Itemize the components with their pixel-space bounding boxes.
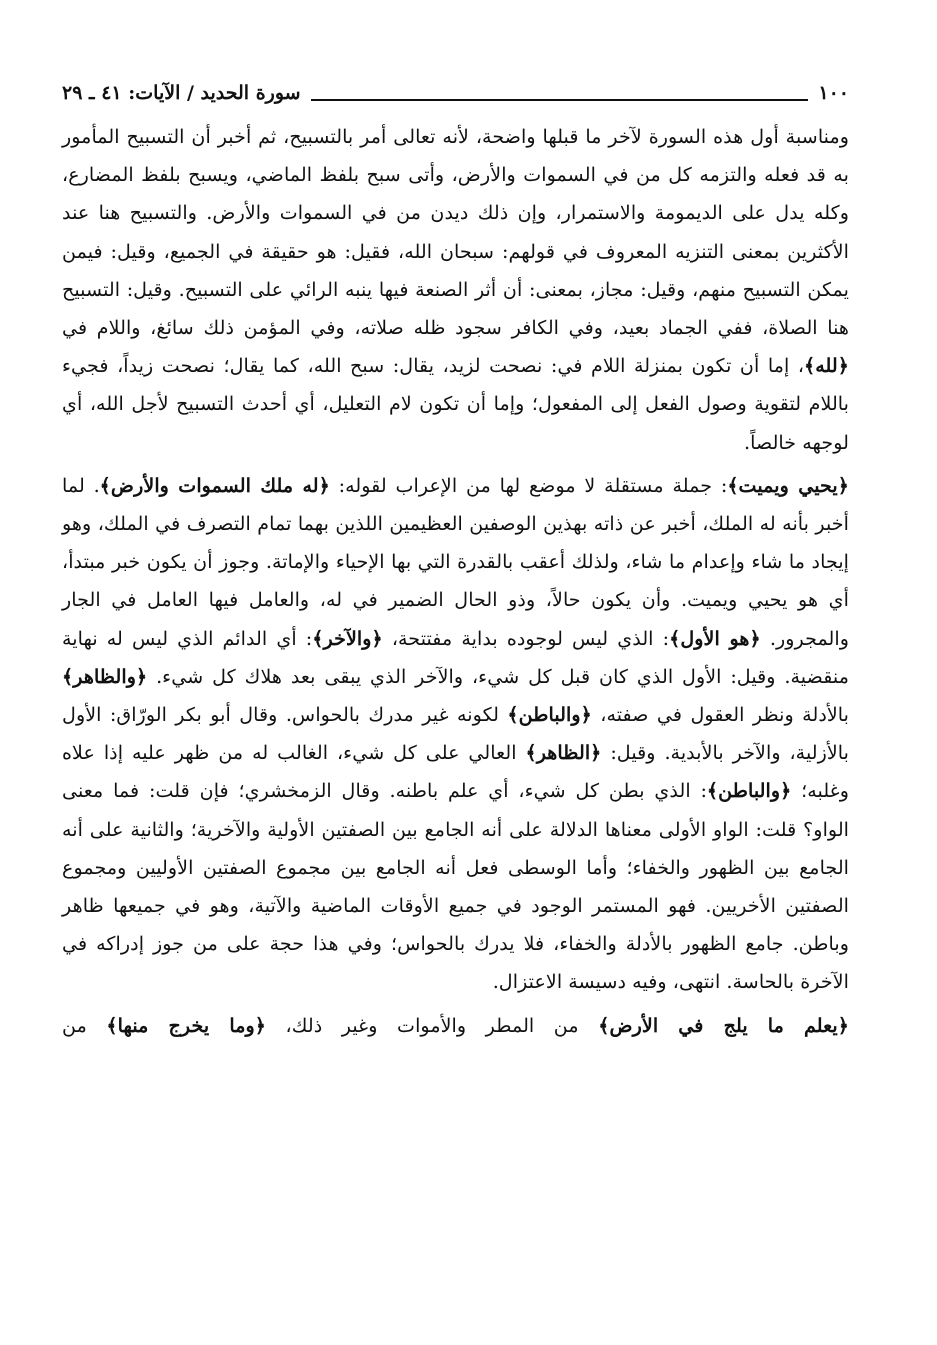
text-run: : أي الدائم الذي ليس له نهاية منقضية. وقيل: الأول الذي كان قبل كل شيء، والآخر الذي يبقى بعد هلاك كل شيء.: [62, 626, 849, 688]
quran-quote: ﴿والباطن﴾: [507, 703, 592, 727]
text-run: بالأدلة ونظر العقول في صفته،: [591, 703, 849, 727]
quran-quote: ﴿له ملك السموات والأرض﴾: [99, 473, 330, 497]
page-number: ١٠٠: [818, 82, 849, 104]
text-run: : جملة مستقلة لا موضع لها من الإعراب لقوله:: [329, 473, 728, 497]
text-run: من المطر والأموات وغير ذلك،: [265, 1013, 599, 1037]
quran-quote: ﴿يعلم ما يلج في الأرض﴾: [598, 1013, 849, 1037]
text-run: . لما أخبر بأنه له الملك، أخبر عن ذاته بهذين الوصفين العظيمين اللذين بهما تمام التصرف في الملك، وهو إيجاد ما شاء وإعدام ما شاء، ولذلك أعقب بالقدرة التي بها الإحياء والإماتة. وجوز أن يكون خبر مبتدأ، أي هو يحيي ويميت. وأن يكون حالاً، وذو الحال الضمير في له، والعامل فيها العامل في الجار والمجرور.: [62, 473, 850, 650]
text-run: العالي على كل شيء، الغالب له من ظهر عليه إذا علاه وغلبه؛: [62, 741, 849, 803]
text-run: من: [62, 1013, 107, 1037]
paragraph-3: [62, 1007, 849, 1045]
text-run: : الذي بطن كل شيء، أي علم باطنه. وقال الزمخشري؛ فإن قلت: فما معنى الواو؟ قلت: الواو الأولى معناها الدلالة على أنه الجامع بين الصفتين الأولية والآخرية؛ والثانية على أنه الجامع بين الظهور والخفاء؛ وأما الوسطى فعل أنه الجامع بين مجموع الصفتين الأوليين ومجموع الصفتين الأخريين. فهو المستمر الوجود في جميع الأوقات الماضية والآتية، وهو في جميعها ظاهر وباطن. جامع الظهور بالأدلة والخفاء، فلا يدرك بالحواس؛ وفي هذا حجة على من جوز إدراكه في الآخرة بالحاسة. انتهى، وفيه دسيسة الاعتزال.: [62, 779, 849, 994]
quran-quote: ﴿الظاهر﴾: [525, 741, 602, 765]
quran-quote: ﴿والآخر﴾: [312, 626, 383, 650]
text-run: : الذي ليس لوجوده بداية مفتتحة،: [382, 626, 670, 650]
running-header: [62, 78, 849, 108]
quran-quote: ﴿والباطن﴾: [706, 779, 792, 803]
page-body: [62, 118, 849, 1045]
paragraph-1: [62, 118, 849, 462]
quran-quote: ﴿لله﴾: [804, 354, 849, 378]
running-title: سورة الحديد / الآيات: ٤١ ـ ٢٩: [62, 82, 301, 104]
header-rule: [311, 99, 809, 101]
text-run: لكونه غير مدرك بالحواس. وقال أبو بكر الورّاق: الأول بالأزلية، والآخر بالأبدية. وقيل:: [62, 703, 849, 765]
quran-quote: ﴿والظاهر﴾: [62, 664, 148, 688]
quran-quote: ﴿وما يخرج منها﴾: [106, 1013, 266, 1037]
quran-quote: ﴿هو الأول﴾: [669, 626, 761, 650]
text-run: ومناسبة أول هذه السورة لآخر ما قبلها واضحة، لأنه تعالى أمر بالتسبيح، ثم أخبر أن التسبيح المأمور به قد فعله والتزمه كل من في السموات والأرض، وأتى سبح بلفظ الماضي، ويسبح بلفظ المضارع، وكله يدل على الديمومة والاستمرار، وإن ذلك ديدن من في السموات والأرض. والتسبيح هنا عند الأكثرين بمعنى التنزيه المعروف في قولهم: سبحان الله، فقيل: هو حقيقة في الجميع، وقيل: فيمن يمكن التسبيح منهم، وقيل: مجاز، بمعنى: أن أثر الصنعة فيها ينبه الرائي على التسبيح. وقيل: التسبيح هنا الصلاة، ففي الجماد بعيد، وفي الكافر سجود ظله صلاته، وفي المؤمن ذلك سائغ، واللام في: [62, 125, 849, 340]
text-run: ، إما أن تكون بمنزلة اللام في: نصحت لزيد، يقال: سبح الله، كما يقال؛ نصحت زيداً، فجيء باللام لتقوية وصول الفعل إلى المفعول؛ وإما أن تكون لام التعليل، أي أحدث التسبيح لأجل الله، أي لوجهه خالصاً.: [62, 354, 849, 454]
paragraph-2: [62, 467, 849, 1002]
quran-quote: ﴿يحيي ويميت﴾: [727, 473, 849, 497]
